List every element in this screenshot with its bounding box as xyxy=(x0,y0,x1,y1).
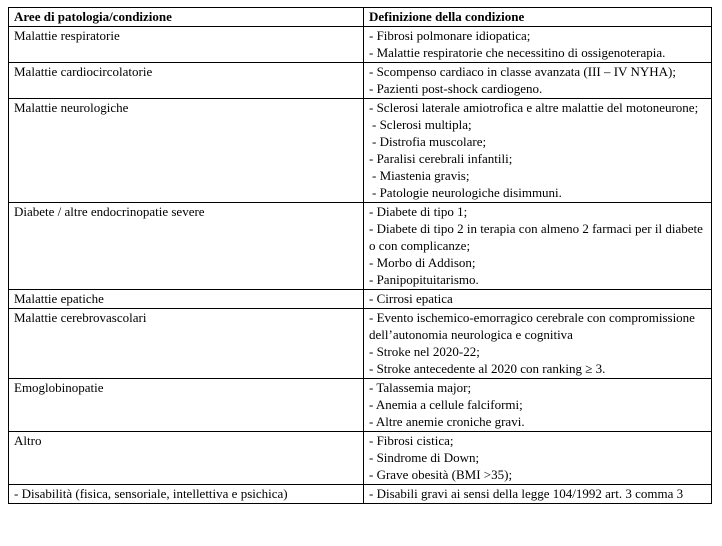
definition-item: - Cirrosi epatica xyxy=(369,291,453,306)
definition-cell xyxy=(364,309,712,379)
definition-item: - Disabili gravi ai sensi della legge 104/1992 art. 3 comma 3 xyxy=(369,486,684,501)
area-cell: Emoglobinopatie xyxy=(9,379,364,432)
definition-item: - Anemia a cellule falciformi; xyxy=(369,397,523,412)
definition-item: - Fibrosi cistica; xyxy=(369,433,454,448)
definition-cell xyxy=(364,290,712,309)
definition-item: - Distrofia muscolare; xyxy=(372,134,487,149)
definition-cell xyxy=(364,432,712,485)
definition-item: - Diabete di tipo 2 in terapia con almeno 2 farmaci per il diabete o con complicanze; xyxy=(369,221,703,253)
definition-item: - Sclerosi laterale amiotrofica e altre malattie del motoneurone; xyxy=(369,100,699,115)
table-row xyxy=(9,63,712,99)
definition-item: - Altre anemie croniche gravi. xyxy=(369,414,525,429)
definition-item: - Evento ischemico-emorragico cerebrale con compromissione dell’autonomia neurologica e cognitiva xyxy=(369,310,695,342)
definition-item: - Paralisi cerebrali infantili; xyxy=(369,151,513,166)
definition-item: - Malattie respiratorie che necessitino di ossigenoterapia. xyxy=(369,45,666,60)
definition-item: - Panipopituitarismo. xyxy=(369,272,479,287)
area-cell: Malattie cardiocircolatorie xyxy=(9,63,364,99)
table-row xyxy=(9,485,712,504)
document-page xyxy=(8,7,711,504)
definition-item: - Morbo di Addison; xyxy=(369,255,476,270)
table-row xyxy=(9,290,712,309)
table-row xyxy=(9,432,712,485)
area-cell: - Disabilità (fisica, sensoriale, intellettiva e psichica) xyxy=(9,485,364,504)
conditions-table xyxy=(8,7,712,504)
definition-cell xyxy=(364,63,712,99)
definition-item: - Grave obesità (BMI >35); xyxy=(369,467,513,482)
table-row xyxy=(9,309,712,379)
definition-item: - Fibrosi polmonare idiopatica; xyxy=(369,28,531,43)
header-definition: Definizione della condizione xyxy=(364,8,712,27)
table-row xyxy=(9,379,712,432)
area-cell: Malattie neurologiche xyxy=(9,99,364,203)
definition-cell xyxy=(364,99,712,203)
definition-item: - Pazienti post-shock cardiogeno. xyxy=(369,81,543,96)
definition-item: - Sindrome di Down; xyxy=(369,450,480,465)
definition-item: - Patologie neurologiche disimmuni. xyxy=(372,185,562,200)
table-row xyxy=(9,99,712,203)
definition-item: - Talassemia major; xyxy=(369,380,472,395)
table-row xyxy=(9,203,712,290)
definition-item: - Diabete di tipo 1; xyxy=(369,204,468,219)
definition-cell xyxy=(364,485,712,504)
header-area: Aree di patologia/condizione xyxy=(9,8,364,27)
definition-cell xyxy=(364,203,712,290)
definition-item: - Stroke nel 2020-22; xyxy=(369,344,480,359)
area-cell: Malattie epatiche xyxy=(9,290,364,309)
header-row xyxy=(9,8,712,27)
area-cell: Altro xyxy=(9,432,364,485)
table-row xyxy=(9,27,712,63)
definition-item: - Miastenia gravis; xyxy=(372,168,470,183)
table-body xyxy=(9,27,712,504)
area-cell: Malattie respiratorie xyxy=(9,27,364,63)
area-cell: Malattie cerebrovascolari xyxy=(9,309,364,379)
definition-cell xyxy=(364,27,712,63)
area-cell: Diabete / altre endocrinopatie severe xyxy=(9,203,364,290)
definition-item: - Scompenso cardiaco in classe avanzata (III – IV NYHA); xyxy=(369,64,676,79)
definition-item: - Sclerosi multipla; xyxy=(372,117,472,132)
definition-item: - Stroke antecedente al 2020 con ranking ≥ 3. xyxy=(369,361,606,376)
definition-cell xyxy=(364,379,712,432)
